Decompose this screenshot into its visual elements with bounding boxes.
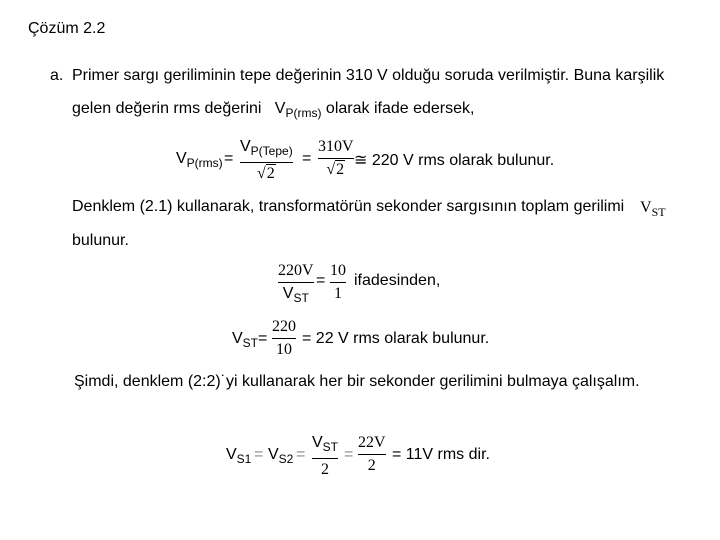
eq1-fraction-2-num: 310V xyxy=(318,138,354,155)
eq4-fraction-2-num: 22V xyxy=(358,434,386,451)
eq1-equals: = xyxy=(224,150,234,167)
eq4-equals-2: = xyxy=(296,446,306,463)
eq1-equals-2: = xyxy=(302,150,312,167)
eq1-fraction-1-num: $V_{P(Tepe)}$ xyxy=(240,138,293,158)
eq3-fraction-den: 10 xyxy=(276,341,292,358)
sqrt-icon: √2 xyxy=(256,165,275,182)
page-title: Çözüm 2.2 xyxy=(28,20,106,37)
eq2-text: ifadesinden, xyxy=(354,272,441,289)
eq3-fraction-num: 220 xyxy=(272,318,296,335)
eq1-lhs: $V_{P(rms)}$ xyxy=(176,150,223,170)
item-a-line2-post: olarak ifade edersek, xyxy=(325,100,475,117)
eq4-fraction-2 xyxy=(358,434,386,475)
eq4-fraction-1-den: 2 xyxy=(321,461,329,478)
para3: Şimdi, denklem (2:2)˙yi kullanarak her bir sekonder gerilimini bulmaya çalışalım. xyxy=(74,373,640,390)
eq4-result: = 11V rms dir. xyxy=(392,446,490,463)
eq2-fraction-2-den: 1 xyxy=(334,285,342,302)
eq2-fraction-1-den: $V_{ST}$ xyxy=(282,285,309,305)
item-a-line1: Primer sargı geriliminin tepe değerinin 310 V olduğu soruda verilmiştir. Buna karşilik xyxy=(72,67,665,84)
eq4-fraction-1 xyxy=(312,434,338,479)
vst-symbol: $V_{ST}$ xyxy=(640,199,666,219)
eq4-fraction-1-num: $V_{ST}$ xyxy=(312,434,339,454)
eq3-equals: = xyxy=(258,330,268,347)
eq1-fraction-2 xyxy=(318,138,354,179)
eq3-lhs: $V_{ST}$ xyxy=(232,330,259,350)
item-a-line2-pre: gelen değerin rms değerini xyxy=(72,100,262,117)
item-a-marker: a. xyxy=(50,67,64,84)
para2-line2: bulunur. xyxy=(72,232,129,249)
eq1-result: ≅ 220 V rms olarak bulunur. xyxy=(354,152,555,169)
eq2-fraction-2-num: 10 xyxy=(330,262,346,279)
eq3-fraction xyxy=(272,318,296,359)
eq4-fraction-2-den: 2 xyxy=(367,457,376,474)
eq4-equals-1: = xyxy=(254,446,264,463)
eq2-equals: = xyxy=(316,272,326,289)
eq3-result: = 22 V rms olarak bulunur. xyxy=(302,330,490,347)
eq4-equals-3: = xyxy=(344,446,354,463)
eq4-vs2: $V_{S2}$ xyxy=(268,446,294,466)
eq2-fraction-1-num: 220V xyxy=(278,262,314,279)
item-a-line2 xyxy=(72,100,474,120)
sqrt-icon: √2 xyxy=(326,161,345,178)
eq2-fraction-2 xyxy=(330,262,346,303)
eq1-fraction-2-den xyxy=(326,161,345,179)
eq1-fraction-1 xyxy=(240,138,293,183)
eq1-fraction-1-den xyxy=(257,165,276,183)
eq2-fraction-1 xyxy=(278,262,314,307)
para2-line1: Denklem (2.1) kullanarak, transformatörün sekonder sargısının toplam gerilimi xyxy=(72,198,625,215)
vp-rms-symbol: $V_{P(rms)}$ xyxy=(274,100,322,120)
eq4-vs1: $V_{S1}$ xyxy=(226,446,252,466)
